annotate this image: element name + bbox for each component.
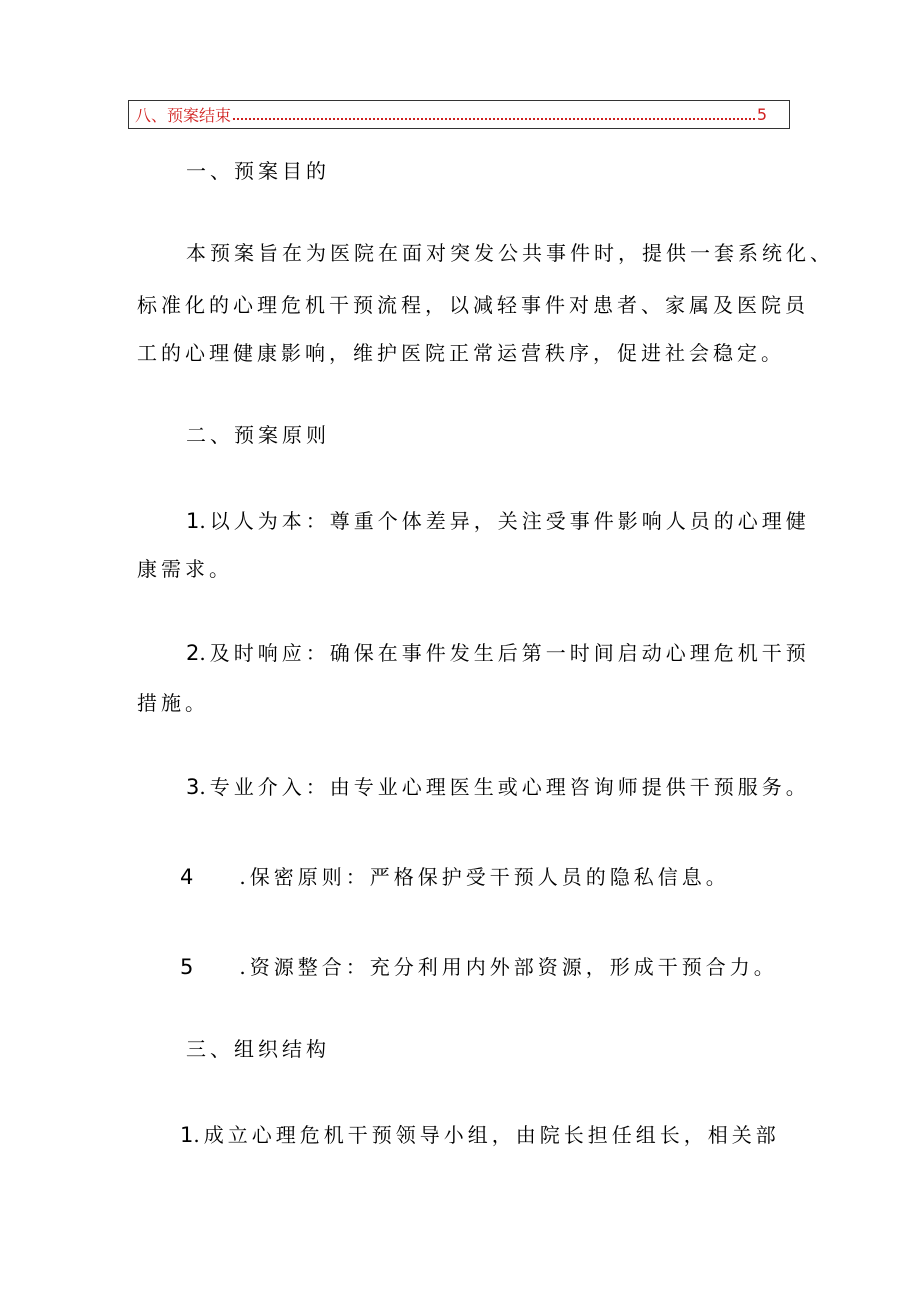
section-1-line-1: 本预案旨在为医院在面对突发公共事件时，提供一套系统化、 bbox=[186, 241, 834, 265]
section-1-heading: 一、预案目的 bbox=[186, 159, 330, 183]
principle-5-text: .资源整合：充分利用内外部资源，形成干预合力。 bbox=[239, 955, 778, 979]
principle-1-line-2: 康需求。 bbox=[137, 557, 233, 581]
section-1-line-3: 工的心理健康影响，维护医院正常运营秩序，促进社会稳定。 bbox=[137, 341, 785, 365]
principle-2-line-1 bbox=[186, 640, 810, 666]
principle-1-text: .以人为本：尊重个体差异，关注受事件影响人员的心理健 bbox=[199, 509, 810, 533]
principle-4-number: 4 bbox=[180, 865, 194, 889]
principle-3-number: 3 bbox=[186, 775, 200, 799]
principle-3-line-1 bbox=[186, 774, 810, 800]
principle-2-number: 2 bbox=[186, 641, 200, 665]
principle-1-line-1 bbox=[186, 508, 810, 534]
principle-2-line-2: 措施。 bbox=[137, 691, 209, 715]
toc-entry[interactable] bbox=[128, 100, 790, 129]
toc-label: 八、预案结束 bbox=[135, 106, 232, 125]
principle-2-text: .及时响应：确保在事件发生后第一时间启动心理危机干预 bbox=[199, 641, 810, 665]
principle-5-line-1 bbox=[180, 954, 778, 980]
section-3-heading: 三、组织结构 bbox=[186, 1037, 330, 1061]
principle-1-number: 1 bbox=[186, 509, 200, 533]
toc-dot-leader bbox=[233, 118, 755, 120]
section-2-heading: 二、预案原则 bbox=[186, 423, 330, 447]
principle-4-line-1 bbox=[180, 864, 730, 890]
principle-5-number: 5 bbox=[180, 955, 194, 979]
organization-1-text: .成立心理危机干预领导小组，由院长担任组长，相关部 bbox=[193, 1123, 780, 1147]
principle-3-text: .专业介入：由专业心理医生或心理咨询师提供干预服务。 bbox=[199, 775, 810, 799]
section-1-line-2: 标准化的心理危机干预流程，以减轻事件对患者、家属及医院员 bbox=[137, 293, 809, 317]
principle-4-text: .保密原则：严格保护受干预人员的隐私信息。 bbox=[239, 865, 730, 889]
organization-1-line-1 bbox=[180, 1122, 780, 1148]
toc-page-number: 5 bbox=[756, 105, 767, 124]
organization-1-number: 1 bbox=[180, 1123, 194, 1147]
